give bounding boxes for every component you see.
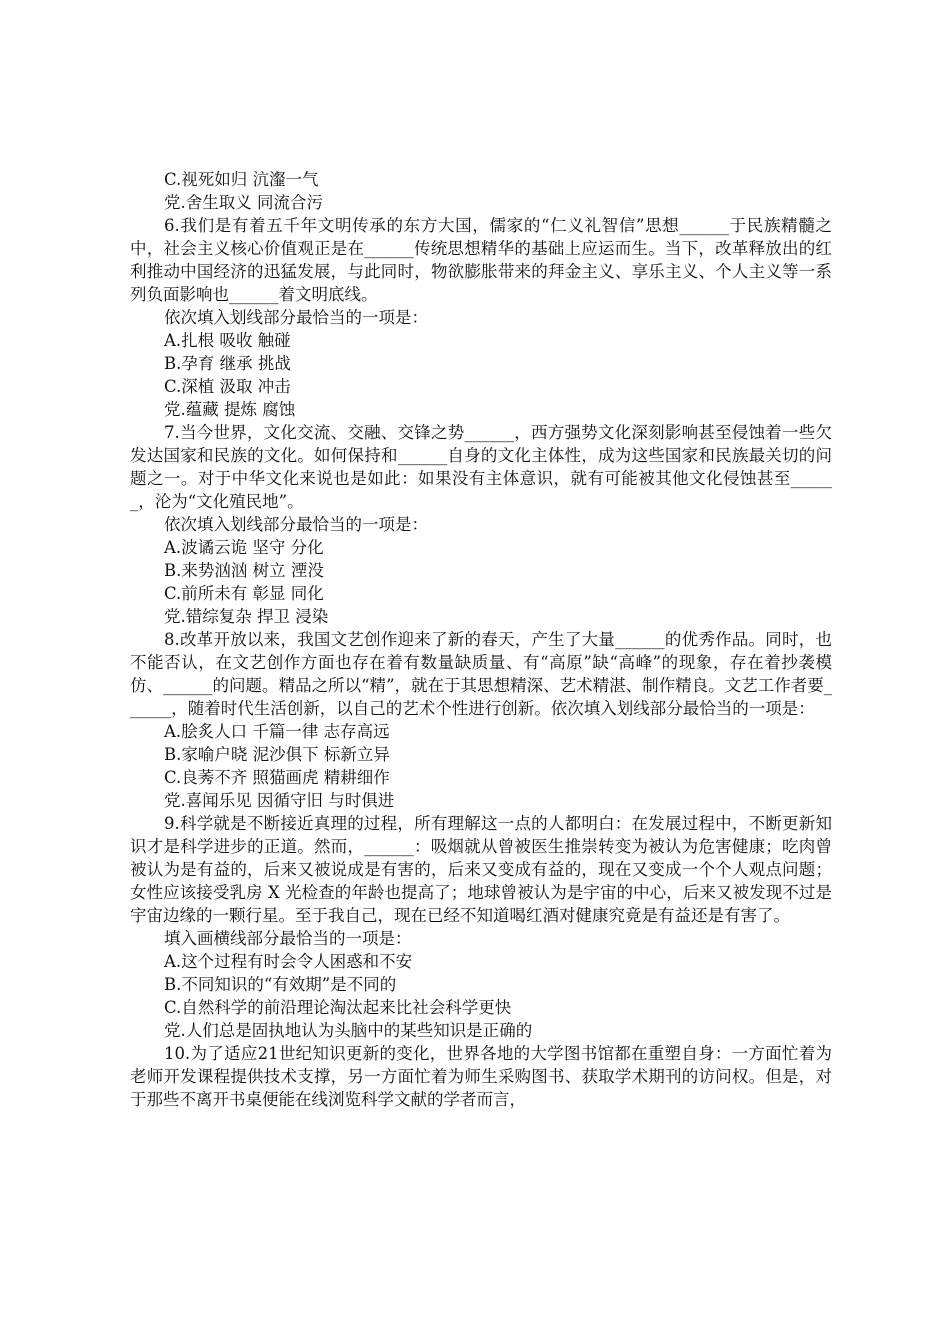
document-page: [130, 168, 832, 1111]
answer-option: C.深植 汲取 冲击: [164, 377, 291, 396]
answer-option: A.脍炙人口 千篇一律 志存高远: [164, 722, 390, 741]
question-prompt: 依次填入划线部分最恰当的一项是：: [164, 515, 428, 534]
answer-option: 党.错综复杂 捍卫 浸染: [164, 607, 329, 626]
answer-option: 党.舍生取义 同流合污: [164, 193, 323, 212]
answer-option: B.来势汹汹 树立 湮没: [164, 561, 324, 580]
question-paragraph: 7.当今世界，文化交流、交融、交锋之势______，西方强势文化深刻影响甚至侵蚀着一些欠发达国家和民族的文化。如何保持和______自身的文化主体性，成为这些国家和民族最关切的问题之一。对于中华文化来说也是如此：如果没有主体意识，就有可能被其他文化侵蚀甚至______，沦为“文化殖民地”。: [130, 423, 832, 511]
answer-option: B.不同知识的“有效期”是不同的: [164, 975, 397, 994]
question-prompt: 填入画横线部分最恰当的一项是：: [164, 929, 412, 948]
answer-option: C.自然科学的前沿理论淘汰起来比社会科学更快: [164, 998, 512, 1017]
answer-option: C.良莠不齐 照猫画虎 精耕细作: [164, 768, 390, 787]
question-paragraph: 10.为了适应21世纪知识更新的变化，世界各地的大学图书馆都在重塑自身：一方面忙着为老师开发课程提供技术支撑，另一方面忙着为师生采购图书、获取学术期刊的访问权。但是，对于那些不离开书桌便能在线浏览科学文献的学者而言，: [130, 1044, 832, 1109]
answer-option: C.前所未有 彰显 同化: [164, 584, 324, 603]
question-paragraph: 8.改革开放以来，我国文艺创作迎来了新的春天，产生了大量______的优秀作品。同时，也不能否认，在文艺创作方面也存在着有数量缺质量、有“高原”缺“高峰”的现象，存在着抄袭模仿、______的问题。精品之所以“精”，就在于其思想精深、艺术精湛、制作精良。文艺工作者要______，随着时代生活创新，以自己的艺术个性进行创新。依次填入划线部分最恰当的一项是：: [130, 630, 832, 718]
answer-option: 党.人们总是固执地认为头脑中的某些知识是正确的: [164, 1021, 533, 1040]
answer-option: 党.蕴藏 提炼 腐蚀: [164, 400, 296, 419]
answer-option: B.家喻户晓 泥沙俱下 标新立异: [164, 745, 390, 764]
question-paragraph: 6.我们是有着五千年文明传承的东方大国，儒家的“仁义礼智信”思想______于民族精髓之中，社会主义核心价值观正是在______传统思想精华的基础上应运而生。当下，改革释放出的红利推动中国经济的迅猛发展，与此同时，物欲膨胀带来的拜金主义、享乐主义、个人主义等一系列负面影响也______着文明底线。: [130, 216, 832, 304]
answer-option: A.扎根 吸收 触碰: [164, 331, 291, 350]
answer-option: 党.喜闻乐见 因循守旧 与时俱进: [164, 791, 395, 810]
answer-option: A.波谲云诡 坚守 分化: [164, 538, 324, 557]
answer-option: B.孕育 继承 挑战: [164, 354, 291, 373]
answer-option: C.视死如归 沆瀣一气: [164, 170, 319, 189]
answer-option: A.这个过程有时会令人困惑和不安: [164, 952, 413, 971]
question-prompt: 依次填入划线部分最恰当的一项是：: [164, 308, 428, 327]
question-paragraph: 9.科学就是不断接近真理的过程，所有理解这一点的人都明白：在发展过程中，不断更新知识才是科学进步的正道。然而，______：吸烟就从曾被医生推崇转变为被认为危害健康；吃肉曾被认为是有益的，后来又被说成是有害的，后来又变成有益的，现在又变成一个个人观点问题；女性应该接受乳房 X 光检查的年龄也提高了；地球曾被认为是宇宙的中心，后来又被发现不过是宇宙边缘的一颗行星。至于我自己，现在已经不知道喝红酒对健康究竟是有益还是有害了。: [130, 814, 832, 925]
